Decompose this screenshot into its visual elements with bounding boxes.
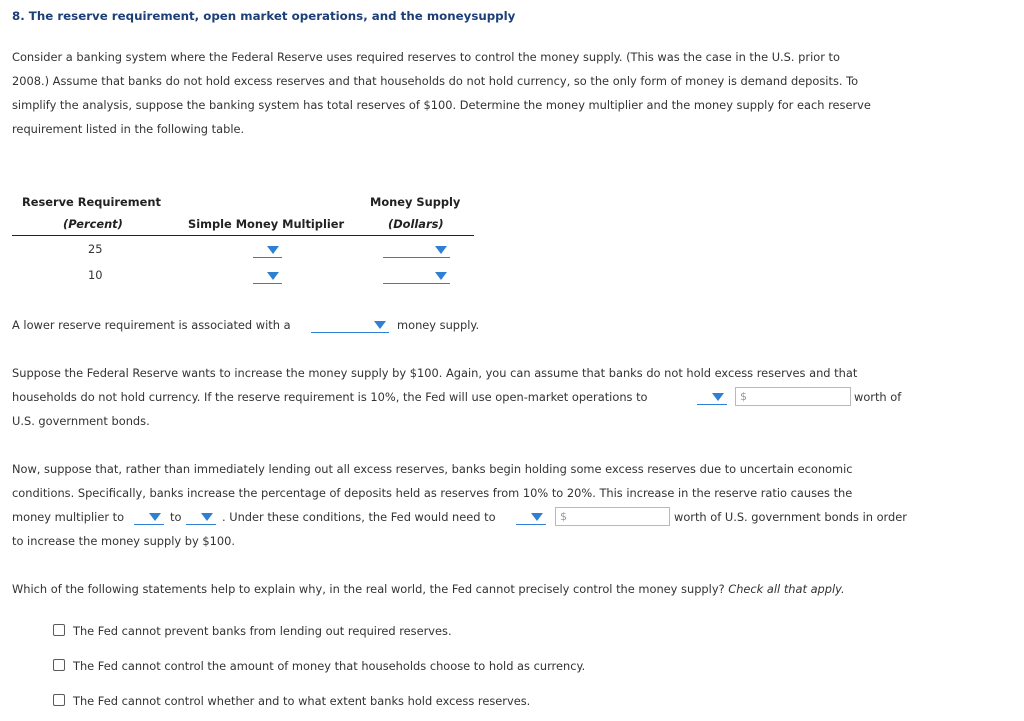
question-prompt-text: Which of the following statements help to explain why, in the real world, the Fed cannot precisely control the money supply? bbox=[12, 582, 725, 596]
lower-reserve-prefix: A lower reserve requirement is associated with a bbox=[12, 318, 291, 332]
open-market-action-dropdown[interactable] bbox=[697, 390, 727, 405]
dollar-sign: $ bbox=[560, 510, 567, 523]
fed-increase-suffix: worth of bbox=[854, 390, 902, 404]
bond-amount-input[interactable] bbox=[735, 387, 851, 406]
col-money-supply-subheader: (Dollars) bbox=[388, 217, 444, 231]
dropdown-arrow-icon bbox=[149, 513, 161, 521]
dropdown-arrow-icon bbox=[201, 513, 213, 521]
checkbox-option-3[interactable] bbox=[53, 694, 65, 706]
bond-amount-input-2[interactable] bbox=[555, 507, 670, 526]
col-multiplier-header: Simple Money Multiplier bbox=[188, 217, 345, 231]
option-label[interactable]: The Fed cannot control whether and to what extent banks hold excess reserves. bbox=[73, 694, 531, 708]
dropdown-arrow-icon bbox=[267, 246, 279, 254]
dropdown-arrow-icon bbox=[531, 513, 543, 521]
money-supply-dropdown-row1[interactable] bbox=[383, 243, 450, 258]
excess-reserves-line: Now, suppose that, rather than immediately lending out all excess reserves, banks begin holding some excess reserves due to uncertain economic bbox=[12, 462, 853, 476]
dropdown-arrow-icon bbox=[435, 272, 447, 280]
intro-line: Consider a banking system where the Federal Reserve uses required reserves to control the money supply. (This was the case in the U.S. prior to bbox=[12, 50, 840, 64]
dropdown-arrow-icon bbox=[267, 272, 279, 280]
fed-action-dropdown[interactable] bbox=[516, 510, 546, 525]
multiplier-dropdown-row1[interactable] bbox=[253, 243, 282, 258]
intro-line: 2008.) Assume that banks do not hold excess reserves and that households do not hold currency, so the only form of money is demand deposits. To bbox=[12, 74, 859, 88]
intro-line: simplify the analysis, suppose the banking system has total reserves of $100. Determine the money multiplier and the money supply for each reserve bbox=[12, 98, 871, 112]
fed-increase-line: Suppose the Federal Reserve wants to increase the money supply by $100. Again, you can assume that banks do not hold excess reserves and that bbox=[12, 366, 858, 380]
dropdown-arrow-icon bbox=[712, 393, 724, 401]
fed-increase-line: households do not hold currency. If the reserve requirement is 10%, the Fed will use open-market operations to bbox=[12, 390, 648, 404]
money-supply-dropdown-row2[interactable] bbox=[383, 269, 450, 284]
fed-increase-line: U.S. government bonds. bbox=[12, 414, 150, 428]
excess-reserves-mid: . Under these conditions, the Fed would need to bbox=[222, 510, 496, 524]
intro-paragraph bbox=[12, 45, 1007, 141]
col-money-supply-header: Money Supply bbox=[370, 195, 461, 209]
col-reserve-header: Reserve Requirement bbox=[22, 195, 161, 209]
multiplier-from-dropdown[interactable] bbox=[134, 510, 164, 525]
intro-line: requirement listed in the following table. bbox=[12, 122, 245, 136]
dropdown-arrow-icon bbox=[435, 246, 447, 254]
excess-reserves-prefix: money multiplier to bbox=[12, 510, 125, 524]
option-label[interactable]: The Fed cannot prevent banks from lending out required reserves. bbox=[73, 624, 452, 638]
money-supply-direction-dropdown[interactable] bbox=[311, 318, 389, 333]
question-title: 8. The reserve requirement, open market operations, and the moneysupply bbox=[12, 9, 516, 23]
multiplier-dropdown-row2[interactable] bbox=[253, 269, 282, 284]
col-reserve-subheader: (Percent) bbox=[63, 217, 123, 231]
lower-reserve-suffix: money supply. bbox=[397, 318, 480, 332]
reserve-cell: 10 bbox=[88, 268, 103, 282]
question-prompt bbox=[12, 582, 845, 596]
checkbox-option-1[interactable] bbox=[53, 624, 65, 636]
option-label[interactable]: The Fed cannot control the amount of money that households choose to hold as currency. bbox=[73, 659, 586, 673]
excess-reserves-line: conditions. Specifically, banks increase the percentage of deposits held as reserves from 10% to 20%. This increase in the reserve ratio causes the bbox=[12, 486, 853, 500]
table-header-divider bbox=[12, 235, 474, 236]
to-word: to bbox=[170, 510, 182, 524]
excess-reserves-suffix: worth of U.S. government bonds in order bbox=[674, 510, 907, 524]
reserve-cell: 25 bbox=[88, 242, 103, 256]
dollar-sign: $ bbox=[740, 390, 747, 403]
question-instruction: Check all that apply. bbox=[728, 582, 845, 596]
multiplier-to-dropdown[interactable] bbox=[186, 510, 216, 525]
dropdown-arrow-icon bbox=[374, 321, 386, 329]
excess-reserves-line: to increase the money supply by $100. bbox=[12, 534, 235, 548]
checkbox-option-2[interactable] bbox=[53, 659, 65, 671]
